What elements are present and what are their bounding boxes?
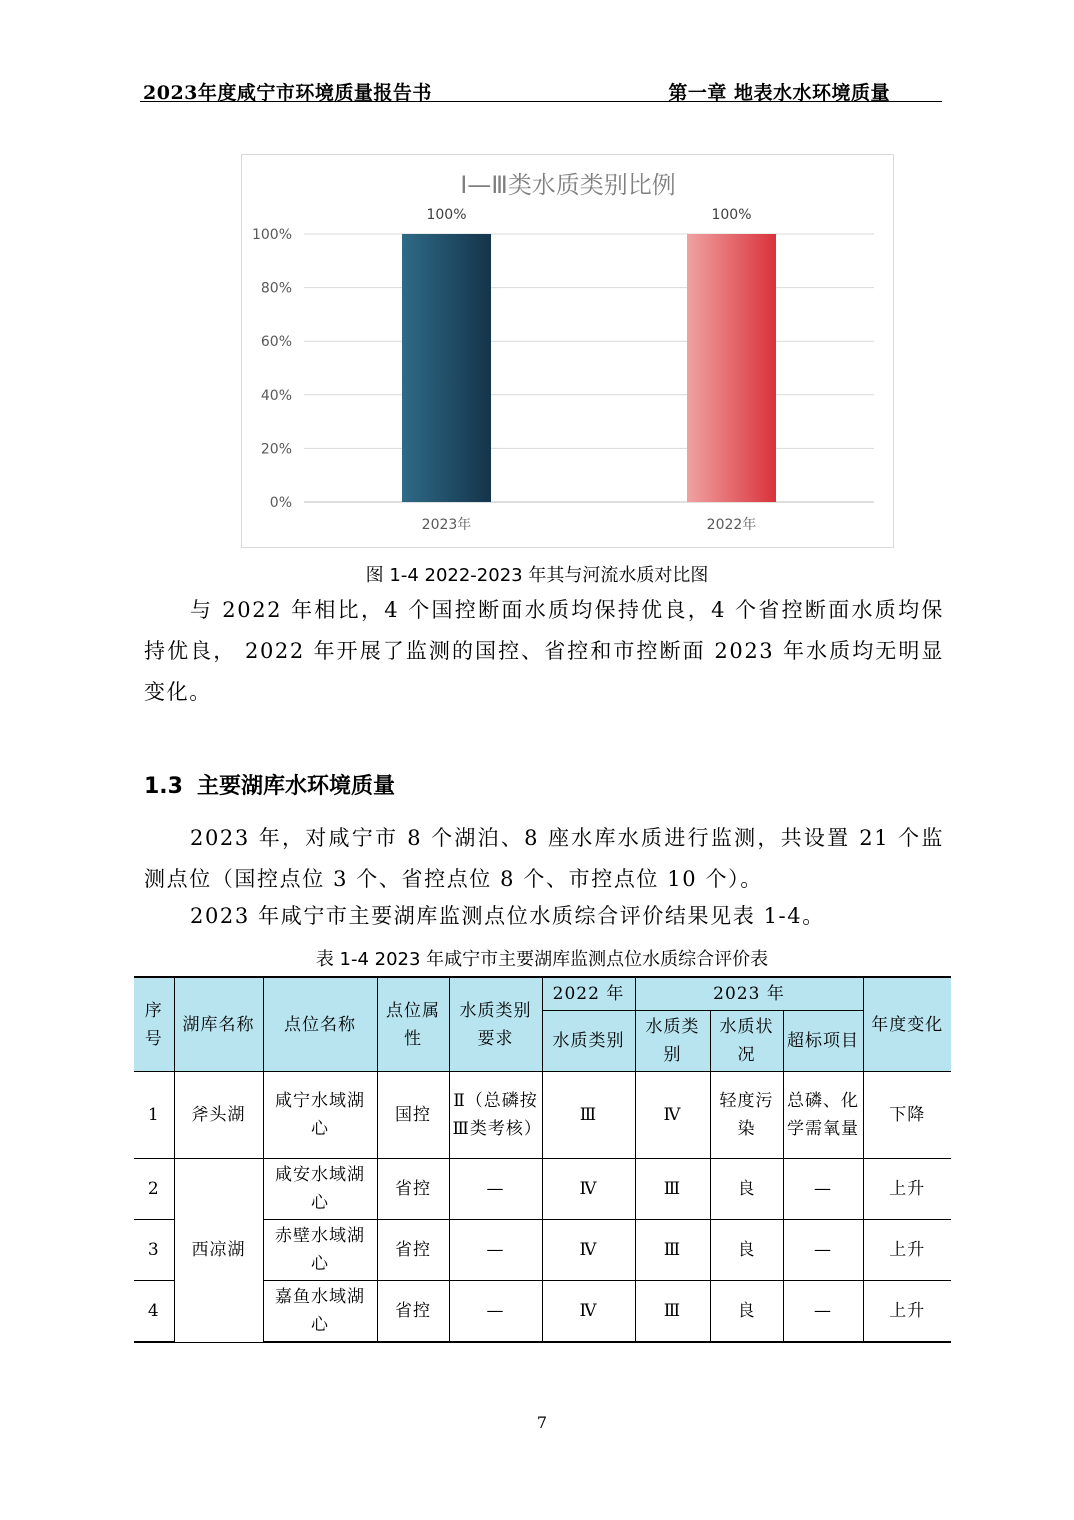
bar — [687, 234, 776, 502]
cell-change: 上升 — [863, 1281, 951, 1343]
cell-quality-2022: Ⅳ — [542, 1281, 635, 1343]
cell-exceed: — — [783, 1220, 863, 1281]
cell-status: 良 — [710, 1281, 783, 1343]
header-2022: 2022 年 — [542, 977, 635, 1011]
cell-attr: 省控 — [377, 1220, 449, 1281]
cell-site: 咸宁水域湖心 — [263, 1072, 377, 1159]
table-caption: 表 1-4 2023 年咸宁市主要湖库监测点位水质综合评价表 — [315, 949, 769, 970]
y-tick-label: 100% — [251, 227, 292, 243]
header-change: 年度变化 — [863, 977, 951, 1072]
paragraph-comparison: 与 2022 年相比，4 个国控断面水质均保持优良，4 个省控断面水质均保持优良， 2022 年开展了监测的国控、省控和市控断面 2023 年水质均无明显变化。 — [144, 598, 944, 704]
cell-seq: 4 — [134, 1281, 174, 1343]
cell-seq: 3 — [134, 1220, 174, 1281]
cell-seq: 1 — [134, 1072, 174, 1159]
header-lake: 湖库名称 — [174, 977, 263, 1072]
cell-quality-2023: Ⅲ — [635, 1220, 710, 1281]
cell-quality-2023: Ⅲ — [635, 1281, 710, 1343]
y-tick-label: 0% — [269, 495, 292, 511]
header-report-title: 2023年度咸宁市环境质量报告书 — [143, 82, 432, 104]
data-label: 100% — [426, 207, 467, 223]
header-chapter-title: 第一章 地表水水环境质量 — [668, 82, 890, 104]
header-site: 点位名称 — [263, 977, 377, 1072]
cell-status: 轻度污染 — [710, 1072, 783, 1159]
y-tick-label: 40% — [260, 387, 292, 404]
bar — [402, 234, 491, 502]
header-2023: 2023 年 — [635, 977, 863, 1011]
cell-lake: 西凉湖 — [174, 1159, 263, 1343]
x-tick-label: 2023年 — [421, 517, 472, 533]
cell-attr: 省控 — [377, 1159, 449, 1220]
cell-site: 嘉鱼水域湖心 — [263, 1281, 377, 1343]
cell-exceed: — — [783, 1281, 863, 1343]
cell-quality-2022: Ⅳ — [542, 1159, 635, 1220]
header-quality-2022: 水质类别 — [542, 1011, 635, 1072]
header-status: 水质状况 — [710, 1011, 783, 1072]
page-number: 7 — [536, 1413, 548, 1432]
cell-change: 上升 — [863, 1220, 951, 1281]
cell-quality-2022: Ⅳ — [542, 1220, 635, 1281]
table-header-row — [134, 977, 951, 1011]
cell-quality-2022: Ⅲ — [542, 1072, 635, 1159]
header-quality-2023: 水质类别 — [635, 1011, 710, 1072]
cell-attr: 省控 — [377, 1281, 449, 1343]
cell-attr: 国控 — [377, 1072, 449, 1159]
cell-site: 咸安水域湖心 — [263, 1159, 377, 1220]
section-number: 1.3 — [144, 774, 183, 799]
header-seq: 序号 — [134, 977, 174, 1072]
cell-requirement: Ⅱ（总磷按Ⅲ类考核） — [449, 1072, 542, 1159]
cell-requirement: — — [449, 1159, 542, 1220]
cell-quality-2023: Ⅲ — [635, 1159, 710, 1220]
cell-quality-2023: Ⅳ — [635, 1072, 710, 1159]
cell-seq: 2 — [134, 1159, 174, 1220]
y-tick-label: 20% — [260, 441, 292, 458]
cell-requirement: — — [449, 1220, 542, 1281]
evaluation-table — [134, 976, 951, 1343]
header-exceed: 超标项目 — [783, 1011, 863, 1072]
cell-lake: 斧头湖 — [174, 1072, 263, 1159]
cell-change: 下降 — [863, 1072, 951, 1159]
header-requirement: 水质类别要求 — [449, 977, 542, 1072]
cell-change: 上升 — [863, 1159, 951, 1220]
x-tick-label: 2022年 — [706, 517, 757, 533]
header-divider — [140, 101, 942, 102]
y-tick-label: 80% — [260, 280, 292, 297]
header-attr: 点位属性 — [377, 977, 449, 1072]
table-row — [134, 1159, 951, 1220]
figure-caption: 图 1-4 2022-2023 年其与河流水质对比图 — [365, 565, 709, 586]
cell-status: 良 — [710, 1159, 783, 1220]
cell-requirement: — — [449, 1281, 542, 1343]
paragraph-monitoring: 2023 年，对咸宁市 8 个湖泊、8 座水库水质进行监测，共设置 21 个监测点位（国控点位 3 个、省控点位 8 个、市控点位 10 个）。 — [144, 826, 944, 891]
cell-exceed: 总磷、化学需氧量 — [783, 1072, 863, 1159]
table-row — [134, 1072, 951, 1159]
section-title-text: 主要湖库水环境质量 — [196, 774, 395, 799]
paragraph-table-reference: 2023 年咸宁市主要湖库监测点位水质综合评价结果见表 1-4。 — [190, 904, 825, 928]
bar-chart — [241, 154, 894, 548]
cell-site: 赤壁水域湖心 — [263, 1220, 377, 1281]
section-heading — [144, 769, 395, 800]
y-tick-label: 60% — [260, 334, 292, 351]
cell-exceed: — — [783, 1159, 863, 1220]
chart-svg — [242, 155, 893, 547]
chart-title: Ⅰ—Ⅲ类水质类别比例 — [460, 171, 676, 199]
data-label: 100% — [711, 207, 752, 223]
cell-status: 良 — [710, 1220, 783, 1281]
